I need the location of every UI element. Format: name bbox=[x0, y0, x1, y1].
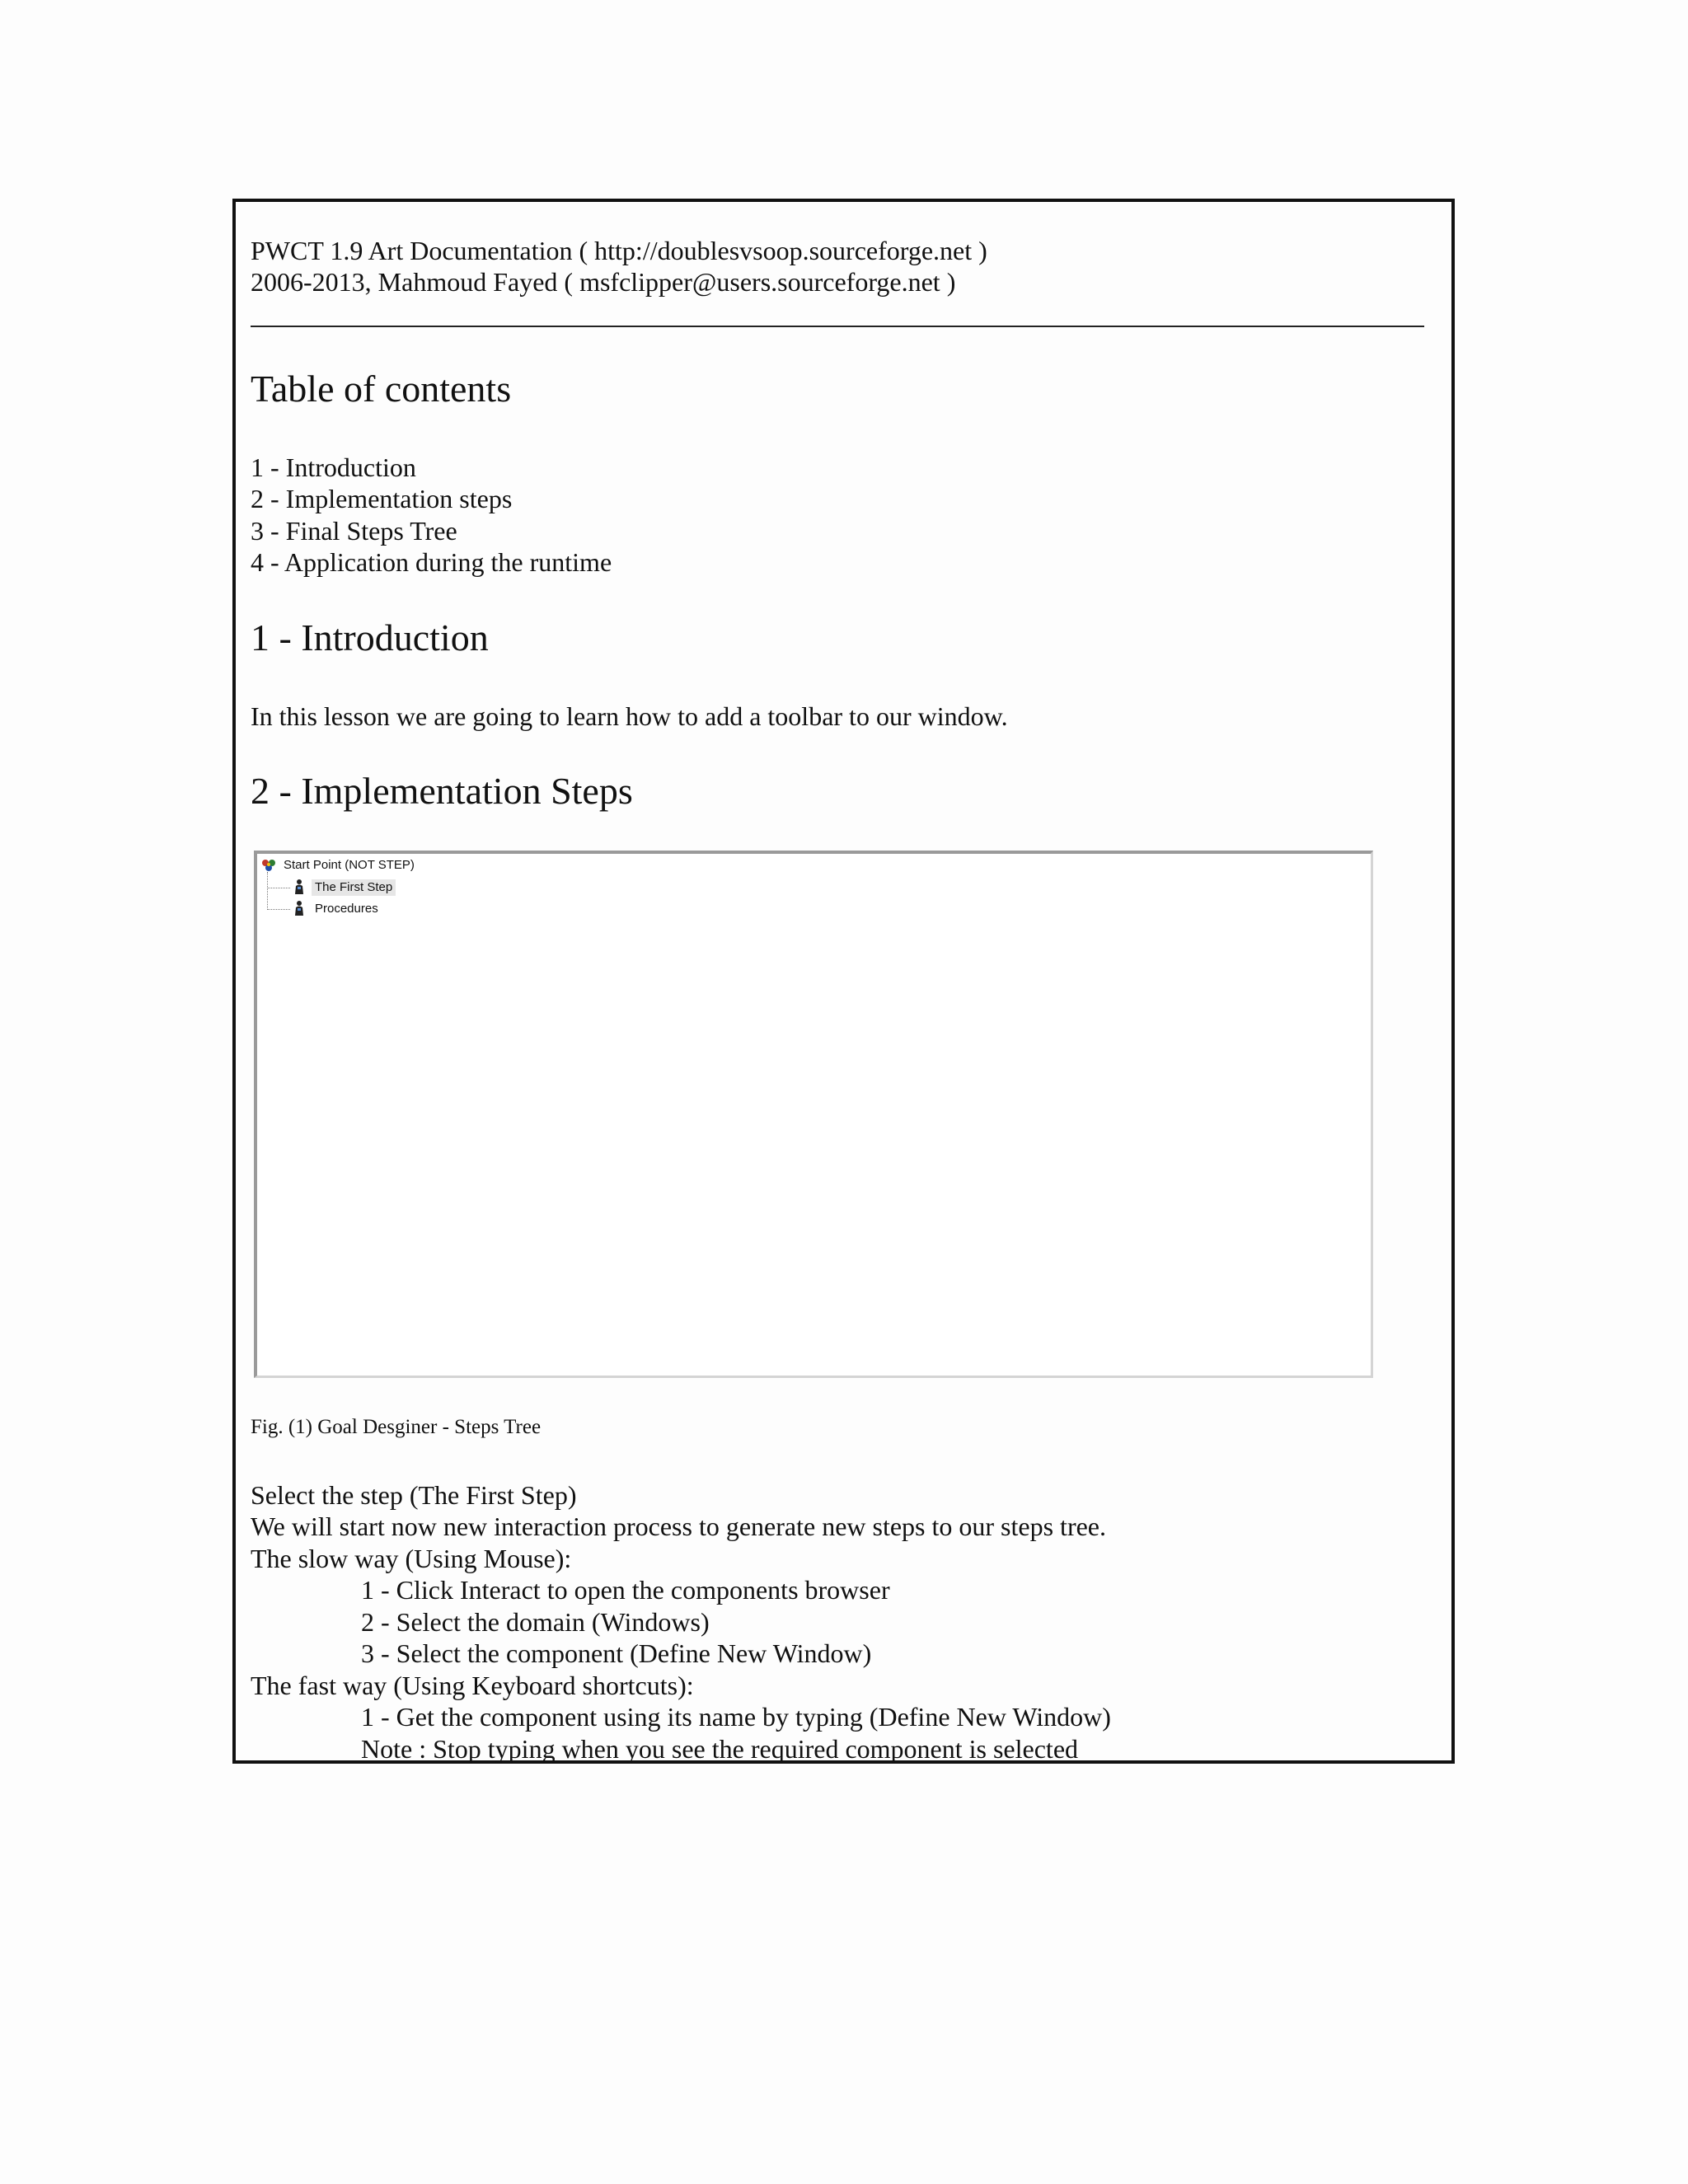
steps-tree-screenshot bbox=[254, 851, 1373, 1378]
slow-way-heading: The slow way (Using Mouse): bbox=[251, 1544, 572, 1573]
toc-item-application-runtime: 4 - Application during the runtime bbox=[251, 547, 612, 577]
toc-item-final-steps-tree: 3 - Final Steps Tree bbox=[251, 516, 457, 546]
start-point-icon bbox=[260, 858, 277, 873]
fast-step-1: 1 - Get the component using its name by typing (Define New Window) bbox=[361, 1702, 1111, 1732]
toc-item-introduction: 1 - Introduction bbox=[251, 452, 416, 482]
tree-root-label[interactable]: Start Point (NOT STEP) bbox=[284, 858, 415, 872]
tree-item-the-first-step[interactable]: The First Step bbox=[312, 879, 396, 896]
header-divider bbox=[251, 326, 1424, 327]
slow-step-1: 1 - Click Interact to open the components browser bbox=[361, 1575, 890, 1605]
instruction-select-step: Select the step (The First Step) bbox=[251, 1480, 577, 1510]
slow-step-3: 3 - Select the component (Define New Window) bbox=[361, 1638, 872, 1668]
slow-step-2: 2 - Select the domain (Windows) bbox=[361, 1607, 710, 1637]
step-icon bbox=[293, 900, 305, 916]
header-title: PWCT 1.9 Art Documentation ( http://doublesvsoop.sourceforge.net ) bbox=[251, 236, 987, 265]
step-icon bbox=[293, 879, 305, 895]
document-page bbox=[232, 199, 1455, 1764]
instruction-start-interaction: We will start now new interaction process to generate new steps to our steps tree. bbox=[251, 1511, 1106, 1541]
introduction-heading: 1 - Introduction bbox=[251, 616, 489, 658]
tree-connector bbox=[267, 909, 290, 910]
implementation-heading: 2 - Implementation Steps bbox=[251, 770, 633, 812]
introduction-text: In this lesson we are going to learn how to add a toolbar to our window. bbox=[251, 701, 1008, 731]
toc-item-implementation-steps: 2 - Implementation steps bbox=[251, 484, 513, 513]
tree-item-procedures[interactable]: Procedures bbox=[315, 902, 378, 916]
fast-way-heading: The fast way (Using Keyboard shortcuts): bbox=[251, 1671, 694, 1700]
figure-caption: Fig. (1) Goal Desginer - Steps Tree bbox=[251, 1416, 542, 1438]
header-author: 2006-2013, Mahmoud Fayed ( msfclipper@users.sourceforge.net ) bbox=[251, 267, 956, 297]
tree-connector bbox=[267, 872, 268, 910]
toc-heading: Table of contents bbox=[251, 368, 512, 410]
fast-step-note: Note : Stop typing when you see the required component is selected bbox=[361, 1734, 1079, 1764]
